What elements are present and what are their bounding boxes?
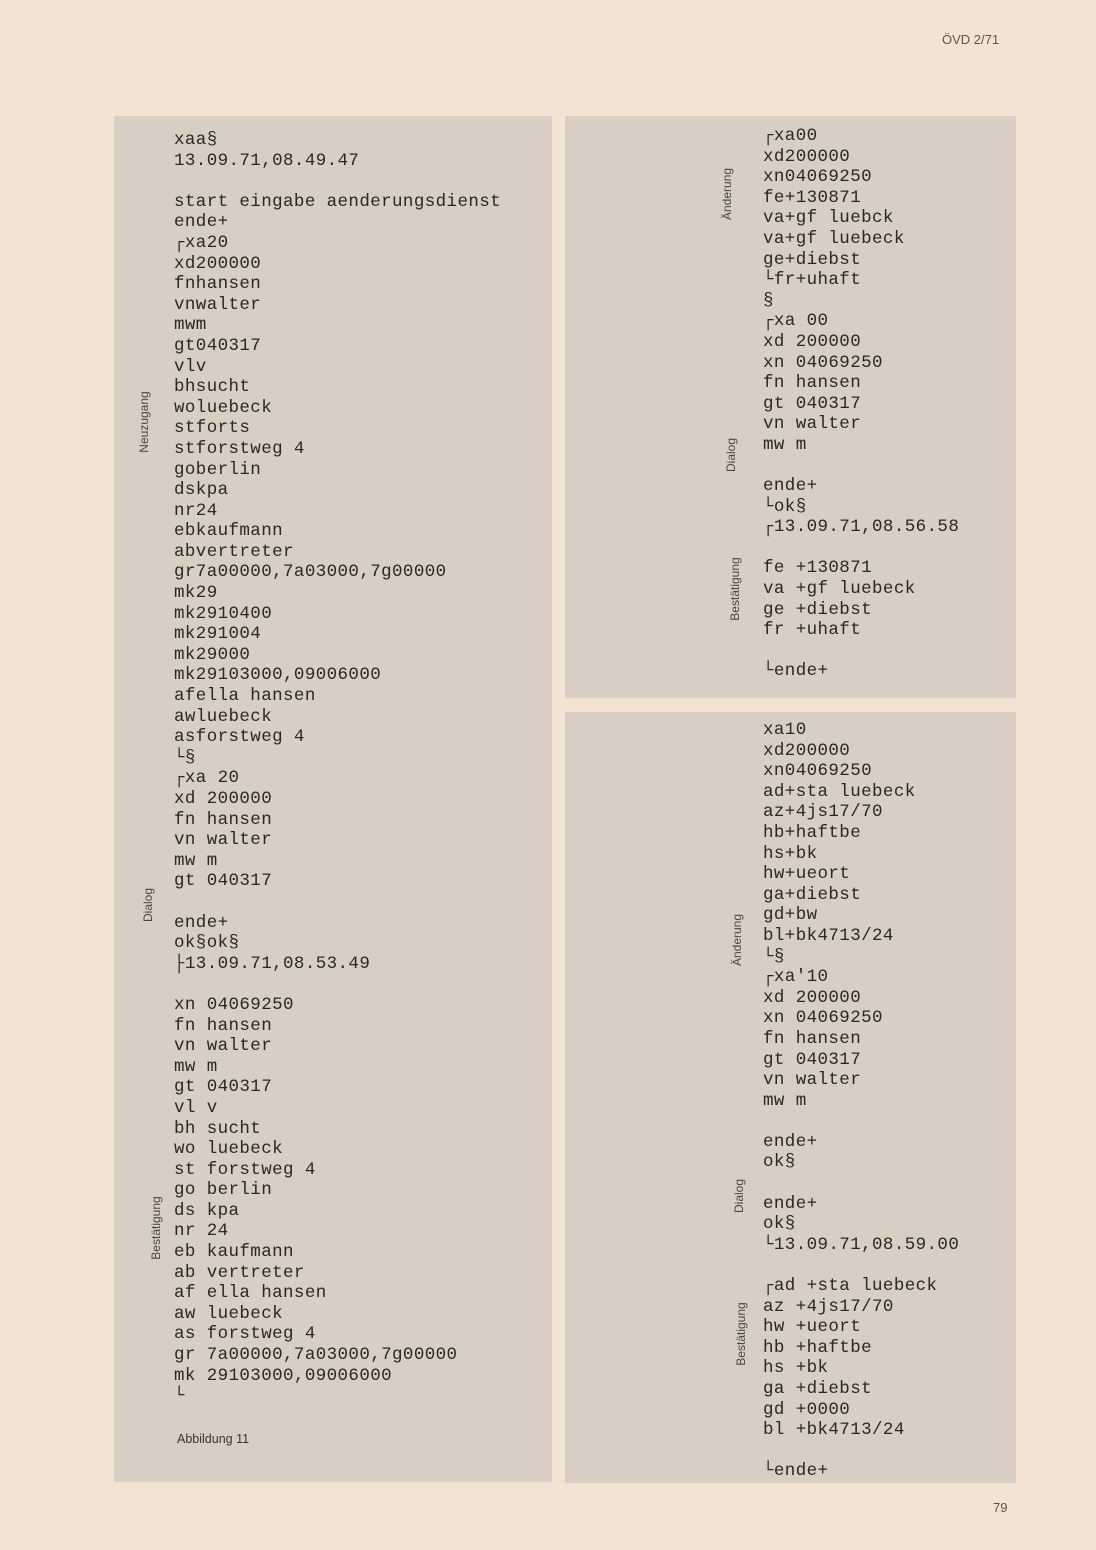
printout-line: fn hansen xyxy=(763,373,862,394)
printout-line: abvertreter xyxy=(174,541,294,562)
printout-line: xn 04069250 xyxy=(174,994,294,1015)
printout-line: mwm xyxy=(174,315,207,336)
printout-line: ┌ad +sta luebeck xyxy=(763,1276,938,1297)
printout-line xyxy=(763,1441,959,1462)
printout-line: vn walter xyxy=(763,414,862,435)
printout-line: └§ xyxy=(174,747,196,768)
printout-line: mk29103000,09006000 xyxy=(174,665,382,686)
printout-line xyxy=(763,1255,959,1276)
printout-line: eb kaufmann xyxy=(174,1242,294,1263)
printout-line: va+gf luebeck xyxy=(763,228,905,249)
printout-line: ds kpa xyxy=(174,1200,240,1221)
printout-line: § xyxy=(763,290,774,311)
section-label-neuzugang: Neuzugang xyxy=(137,391,151,453)
printout-line: mw m xyxy=(763,1090,807,1111)
printout-line: nr 24 xyxy=(174,1221,229,1242)
printout-line: ok§ xyxy=(763,1152,796,1173)
page-header: ÖVD 2/71 xyxy=(942,32,1000,47)
printout-line: fn hansen xyxy=(174,1015,273,1036)
printout-line: hs +bk xyxy=(763,1358,829,1379)
printout-line xyxy=(763,456,959,477)
printout-line: gd+bw xyxy=(763,905,818,926)
printout-line: ad+sta luebeck xyxy=(763,781,916,802)
section-label-bestaetigung: Bestätigung xyxy=(734,1302,748,1366)
printout-line: vl v xyxy=(174,1097,218,1118)
printout-line: gt 040317 xyxy=(763,1049,862,1070)
printout-line: mw m xyxy=(763,434,807,455)
printout-line: ga +diebst xyxy=(763,1379,873,1399)
printout-line: xd200000 xyxy=(763,740,851,761)
printout-line: └ok§ xyxy=(763,496,807,517)
printout-line: fe+130871 xyxy=(763,187,862,208)
printout-line: xn 04069250 xyxy=(763,1008,883,1029)
printout-line: └ xyxy=(174,1386,185,1407)
printout-line: st forstweg 4 xyxy=(174,1159,316,1180)
printout-line: afella hansen xyxy=(174,686,316,707)
printout-line: ga+diebst xyxy=(763,884,862,905)
printout-line: xd200000 xyxy=(763,146,851,167)
printout-line: xn04069250 xyxy=(763,167,873,188)
printout-line: go berlin xyxy=(174,1180,273,1201)
printout-line: nr24 xyxy=(174,500,218,521)
printout-line: hw+ueort xyxy=(763,864,851,885)
printout-line: vn walter xyxy=(174,1036,273,1057)
printout-line: xd 200000 xyxy=(763,331,862,352)
printout-line: └fr+uhaft xyxy=(763,270,862,291)
printout-line xyxy=(174,974,501,995)
section-label-aenderung: Änderung xyxy=(720,167,734,221)
section-label-dialog: Dialog xyxy=(724,437,738,473)
printout-line: mw m xyxy=(174,1056,218,1077)
section-label-dialog: Dialog xyxy=(732,1178,746,1214)
printout-line: vlv xyxy=(174,356,207,377)
printout-line: └ende+ xyxy=(763,661,829,682)
printout-line: xn 04069250 xyxy=(763,352,883,373)
printout-line xyxy=(763,641,959,662)
printout-line: va+gf luebck xyxy=(763,208,894,229)
printout-line: dskpa xyxy=(174,480,229,501)
printout-line: xd 200000 xyxy=(763,987,862,1008)
printout-line: ├13.09.71,08.53.49 xyxy=(174,953,371,974)
printout-line: ende+ xyxy=(763,1131,818,1152)
printout-panel-left xyxy=(114,116,552,1482)
printout-line: hb +haftbe xyxy=(763,1337,873,1358)
printout-line: az +4js17/70 xyxy=(763,1296,894,1317)
printout-line xyxy=(174,892,501,913)
printout-line: hw +ueort xyxy=(763,1317,862,1338)
printout-line: af ella hansen xyxy=(174,1283,327,1304)
printout-line: └ende+ xyxy=(763,1461,829,1482)
printout-line: ┌xa00 xyxy=(763,126,818,146)
printout-line: gt 040317 xyxy=(174,871,273,892)
printout-line: xd 200000 xyxy=(174,789,273,809)
printout-line: ┌xa 00 xyxy=(763,311,829,332)
printout-line: mk29 xyxy=(174,583,218,604)
printout-line: ┌xa'10 xyxy=(763,967,829,988)
printout-line: ebkaufmann xyxy=(174,521,284,542)
printout-line: fe +130871 xyxy=(763,558,873,579)
printout-line: stforstweg 4 xyxy=(174,438,305,459)
printout-line: xn04069250 xyxy=(763,761,873,782)
printout-line: fnhansen xyxy=(174,274,262,295)
printout-line xyxy=(174,171,501,192)
printout-line: ┌xa 20 xyxy=(174,768,240,789)
printout-line: ge +diebst xyxy=(763,599,873,620)
printout-line xyxy=(763,538,959,559)
printout-line: va +gf luebeck xyxy=(763,579,916,600)
printout-line: bl +bk4713/24 xyxy=(763,1420,905,1441)
section-label-bestaetigung: Bestätigung xyxy=(728,557,742,621)
printout-line: awluebeck xyxy=(174,706,273,727)
printout-line: mk29000 xyxy=(174,644,251,665)
printout-line: gr7a00000,7a03000,7g00000 xyxy=(174,562,447,583)
printout-line: vn walter xyxy=(174,830,273,851)
section-label-dialog: Dialog xyxy=(141,887,155,923)
printout-lines xyxy=(763,720,959,1482)
printout-lines xyxy=(174,130,501,1407)
printout-line: bhsucht xyxy=(174,377,251,398)
printout-line: mk2910400 xyxy=(174,603,273,624)
printout-line: xd200000 xyxy=(174,253,262,274)
printout-line: ok§ xyxy=(763,1214,796,1235)
section-label-aenderung: Änderung xyxy=(730,913,744,967)
printout-line: goberlin xyxy=(174,459,262,480)
printout-line: wo luebeck xyxy=(174,1139,284,1160)
printout-line: mk 29103000,09006000 xyxy=(174,1365,393,1386)
printout-line: xa10 xyxy=(763,720,807,740)
printout-line: └13.09.71,08.59.00 xyxy=(763,1234,960,1255)
printout-line: gt 040317 xyxy=(174,1077,273,1098)
printout-line: gt 040317 xyxy=(763,393,862,414)
printout-line: hs+bk xyxy=(763,843,818,864)
section-label-bestaetigung: Bestätigung xyxy=(149,1196,163,1260)
printout-line: az+4js17/70 xyxy=(763,802,883,823)
printout-line: gd +0000 xyxy=(763,1399,851,1420)
printout-line: ende+ xyxy=(174,212,229,233)
printout-line: hb+haftbe xyxy=(763,822,862,843)
printout-line: ge+diebst xyxy=(763,249,862,270)
printout-line: ende+ xyxy=(174,912,229,933)
printout-line: woluebeck xyxy=(174,397,273,418)
printout-line: └§ xyxy=(763,946,785,967)
printout-line: fn hansen xyxy=(763,1028,862,1049)
printout-line xyxy=(763,1111,959,1132)
page-number: 79 xyxy=(993,1500,1008,1515)
printout-line: ┌13.09.71,08.56.58 xyxy=(763,517,960,538)
printout-line: as forstweg 4 xyxy=(174,1324,316,1345)
printout-line: fn hansen xyxy=(174,809,273,830)
printout-lines xyxy=(763,126,959,682)
printout-line: ok§ok§ xyxy=(174,933,240,954)
figure-caption: Abbildung 11 xyxy=(177,1432,250,1446)
printout-line: mk291004 xyxy=(174,624,262,645)
printout-line: bh sucht xyxy=(174,1118,262,1139)
printout-line: ende+ xyxy=(763,1193,818,1214)
printout-line: vn walter xyxy=(763,1070,862,1091)
printout-line: stforts xyxy=(174,418,251,439)
printout-panel-right-bottom xyxy=(565,712,1016,1483)
printout-panel-right-top xyxy=(565,116,1016,698)
printout-line xyxy=(763,1173,959,1194)
printout-line: gr 7a00000,7a03000,7g00000 xyxy=(174,1345,458,1366)
printout-line: vnwalter xyxy=(174,294,262,315)
printout-line: ┌xa20 xyxy=(174,232,229,253)
printout-line: start eingabe aenderungsdienst xyxy=(174,191,502,212)
printout-line: asforstweg 4 xyxy=(174,727,305,748)
printout-line: bl+bk4713/24 xyxy=(763,925,894,946)
printout-line: aw luebeck xyxy=(174,1303,284,1324)
printout-line: ende+ xyxy=(763,476,818,497)
printout-line: gt040317 xyxy=(174,335,262,356)
printout-line: ab vertreter xyxy=(174,1262,305,1283)
printout-line: fr +uhaft xyxy=(763,620,862,641)
printout-line: 13.09.71,08.49.47 xyxy=(174,150,360,171)
printout-line: mw m xyxy=(174,850,218,871)
printout-line: xaa§ xyxy=(174,130,218,150)
